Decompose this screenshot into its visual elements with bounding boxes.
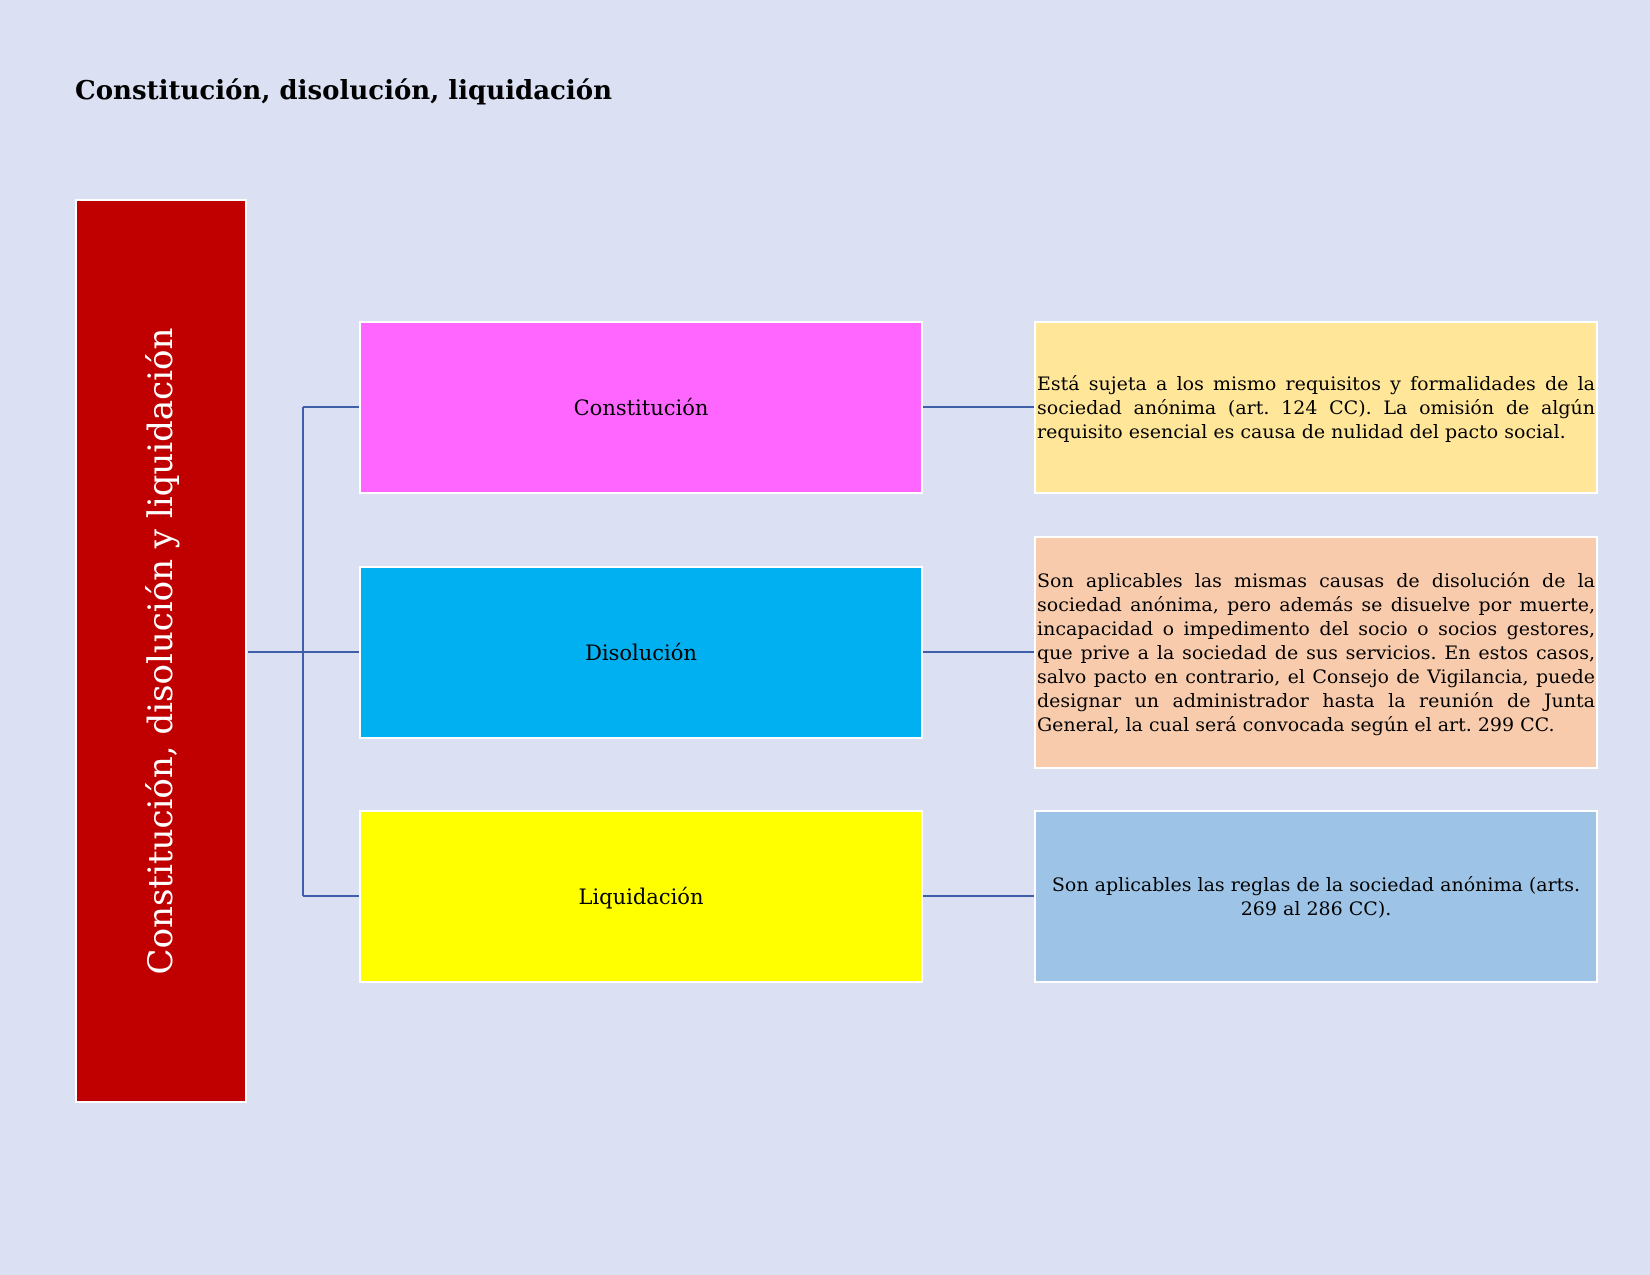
- branch-constitucion-label: Constitución: [573, 395, 709, 420]
- branch-liquidacion-label: Liquidación: [578, 884, 704, 909]
- description-constitucion-text: Está sujeta a los mismo requisitos y formalidades de la sociedad anónima (art. 124 CC). La omisión de algún requisito esencial es causa de nulidad del pacto social.: [1037, 372, 1595, 443]
- root-node-label: Constitución, disolución y liquidación: [141, 327, 181, 975]
- branch-constitucion[interactable]: [359, 321, 923, 494]
- description-disolucion: [1034, 536, 1598, 769]
- branch-disolucion-label: Disolución: [585, 640, 697, 665]
- root-node: [75, 199, 247, 1103]
- description-disolucion-text: Son aplicables las mismas causas de disolución de la sociedad anónima, pero además se disuelve por muerte, incapacidad o impedimento del socio o socios gestores, que prive a la sociedad de sus servicios. En estos casos, salvo pacto en contrario, el Consejo de Vigilancia, puede designar un administrador hasta la reunión de Junta General, la cual será convocada según el art. 299 CC.: [1037, 569, 1595, 736]
- branch-liquidacion[interactable]: [359, 810, 923, 983]
- description-liquidacion-text: Son aplicables las reglas de la sociedad anónima (arts. 269 al 286 CC).: [1051, 873, 1581, 920]
- description-liquidacion: [1034, 810, 1598, 983]
- description-constitucion: [1034, 321, 1598, 494]
- branch-disolucion[interactable]: [359, 566, 923, 739]
- page-title: Constitución, disolución, liquidación: [75, 76, 612, 106]
